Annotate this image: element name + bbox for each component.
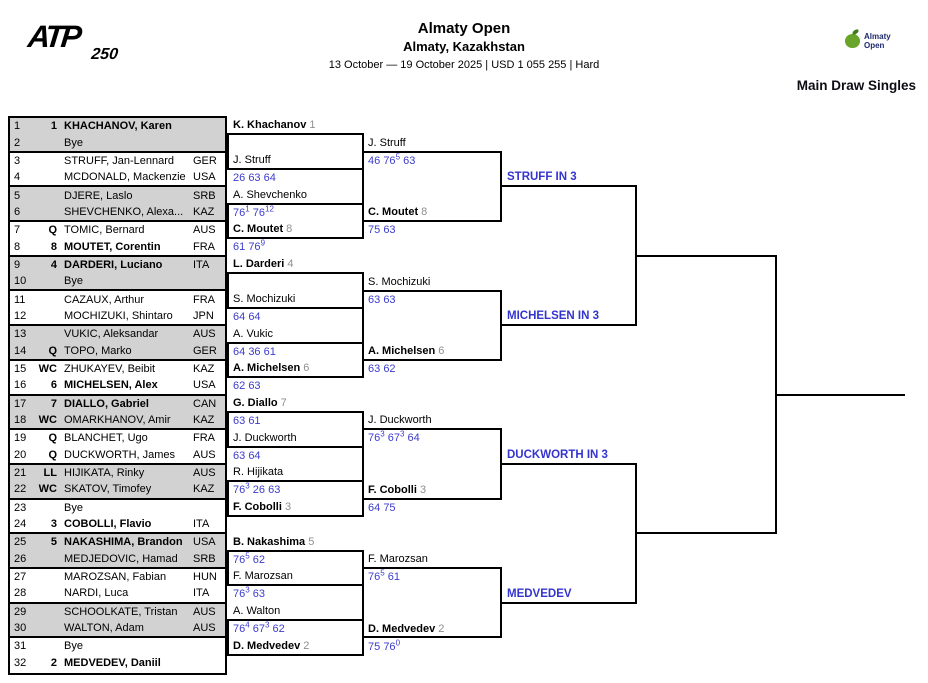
draw-row bbox=[10, 204, 225, 220]
row-position: 5 bbox=[14, 189, 21, 202]
draw-row bbox=[10, 377, 225, 393]
match-score: 61 $76^9$ bbox=[233, 238, 266, 254]
player-country: KAZ bbox=[193, 483, 215, 496]
match-score: $76^5$ 61 bbox=[368, 568, 401, 584]
match-score: 75 $76^0$ bbox=[368, 637, 401, 653]
match-score: $76^3$ 26 63 bbox=[233, 481, 281, 497]
winner-name: A. Walton bbox=[233, 605, 281, 618]
draw-row bbox=[10, 273, 225, 289]
qf-winner-line bbox=[500, 185, 637, 187]
round2-match-box bbox=[227, 619, 364, 656]
round2-entry bbox=[233, 258, 294, 272]
player-country: AUS bbox=[193, 605, 216, 618]
quarterfinal-match-box bbox=[362, 567, 502, 638]
player-name: ZHUKAYEV, Beibit bbox=[64, 362, 156, 375]
match-pair-box bbox=[10, 500, 225, 535]
player-country: AUS bbox=[193, 448, 216, 461]
player-country: FRA bbox=[193, 432, 215, 445]
row-position: 17 bbox=[14, 397, 27, 410]
draw-row bbox=[10, 361, 225, 377]
player-name: MOCHIZUKI, Shintaro bbox=[64, 309, 173, 322]
player-name: SHEVCHENKO, Alexa... bbox=[64, 205, 184, 218]
round2-match-box bbox=[227, 272, 364, 309]
winner-name: D. Medvedev bbox=[368, 622, 436, 635]
tournament-title: Almaty Open bbox=[417, 20, 511, 37]
draw-row bbox=[10, 655, 225, 671]
draw-row bbox=[10, 291, 225, 307]
row-position: 15 bbox=[14, 362, 27, 375]
draw-row bbox=[10, 604, 225, 620]
match-pair-box bbox=[10, 396, 225, 431]
seed-number: 6 bbox=[300, 362, 310, 375]
sf-winner-line-top bbox=[635, 255, 777, 257]
row-seed-or-entry: WC bbox=[38, 483, 57, 496]
draw-row bbox=[10, 534, 225, 550]
player-country: FRA bbox=[193, 293, 215, 306]
draw-row bbox=[10, 326, 225, 342]
match-pair-box bbox=[10, 465, 225, 500]
match-score: 75 63 bbox=[368, 224, 396, 237]
row-position: 6 bbox=[14, 205, 21, 218]
match-score: $76^1$ $76^{12}$ bbox=[233, 204, 274, 219]
player-name: DIALLO, Gabriel bbox=[64, 397, 149, 410]
match-score: 63 63 bbox=[368, 293, 396, 306]
winner-name: J. Duckworth bbox=[368, 414, 432, 427]
draw-row bbox=[10, 551, 225, 567]
player-country: AUS bbox=[193, 224, 216, 237]
draw-row bbox=[10, 118, 225, 134]
row-seed-or-entry: 5 bbox=[50, 536, 57, 549]
row-seed-or-entry: 3 bbox=[50, 518, 57, 531]
winner-name: L. Darderi bbox=[233, 258, 285, 271]
round2-entry bbox=[233, 119, 316, 133]
player-name: HIJIKATA, Rinky bbox=[64, 467, 145, 480]
round2-match-box bbox=[227, 411, 364, 448]
player-country: AUS bbox=[193, 622, 216, 635]
qf-winner-line bbox=[500, 602, 637, 604]
winner-name: F. Marozsan bbox=[368, 553, 428, 566]
draw-row bbox=[10, 500, 225, 516]
draw-row bbox=[10, 447, 225, 463]
row-position: 12 bbox=[14, 309, 27, 322]
almaty-open-logo bbox=[845, 32, 891, 50]
match-pair-box bbox=[10, 361, 225, 396]
seed-number: 4 bbox=[284, 258, 294, 271]
draw-row bbox=[10, 169, 225, 185]
player-name: VUKIC, Aleksandar bbox=[64, 328, 159, 341]
player-name: BLANCHET, Ugo bbox=[64, 432, 148, 445]
match-score: $76^5$ 62 bbox=[233, 551, 266, 566]
atp-logo-text: ATP bbox=[26, 19, 81, 54]
row-position: 16 bbox=[14, 379, 27, 392]
player-name: NARDI, Luca bbox=[64, 587, 129, 600]
player-country: FRA bbox=[193, 240, 215, 253]
player-country: GER bbox=[193, 344, 217, 357]
row-seed-or-entry: 2 bbox=[50, 656, 57, 669]
green-apple-icon bbox=[845, 34, 860, 48]
row-position: 21 bbox=[14, 467, 27, 480]
seed-number: 2 bbox=[300, 639, 310, 652]
quarterfinal-match-box bbox=[362, 151, 502, 222]
row-position: 19 bbox=[14, 432, 27, 445]
player-country: SRB bbox=[193, 189, 216, 202]
match-score: 46 $76^5$ 63 bbox=[368, 152, 416, 167]
match-pair-box bbox=[10, 326, 225, 361]
player-country: SRB bbox=[193, 552, 216, 565]
draw-row bbox=[10, 308, 225, 324]
player-name: OMARKHANOV, Amir bbox=[64, 414, 171, 427]
round2-match-box bbox=[227, 480, 364, 517]
tournament-location: Almaty, Kazakhstan bbox=[403, 39, 525, 54]
row-position: 30 bbox=[14, 622, 27, 635]
row-seed-or-entry: LL bbox=[43, 467, 57, 480]
player-country: AUS bbox=[193, 467, 216, 480]
winner-name: J. Duckworth bbox=[233, 431, 297, 444]
row-position: 31 bbox=[14, 640, 27, 653]
row-position: 26 bbox=[14, 552, 27, 565]
player-name: MOUTET, Corentin bbox=[64, 240, 161, 253]
player-name: DJERE, Laslo bbox=[64, 189, 133, 202]
draw-row bbox=[10, 134, 225, 150]
draw-row bbox=[10, 620, 225, 636]
player-country: ITA bbox=[193, 587, 210, 600]
player-name: COBOLLI, Flavio bbox=[64, 518, 152, 531]
match-score: 62 63 bbox=[233, 380, 261, 393]
row-position: 14 bbox=[14, 344, 27, 357]
row-seed-or-entry: 6 bbox=[50, 379, 57, 392]
atp-logo-tier: 250 bbox=[90, 46, 119, 63]
champion-line bbox=[775, 394, 905, 396]
winner-name: A. Shevchenko bbox=[233, 188, 307, 201]
row-position: 8 bbox=[14, 240, 21, 253]
player-name: MCDONALD, Mackenzie bbox=[64, 171, 186, 184]
winner-name: D. Medvedev bbox=[233, 639, 301, 652]
player-country: ITA bbox=[193, 518, 210, 531]
row-seed-or-entry: 4 bbox=[50, 258, 57, 271]
qf-winner-line bbox=[500, 324, 637, 326]
match-pair-box bbox=[10, 222, 225, 257]
round3-entry bbox=[368, 276, 430, 290]
player-country: USA bbox=[193, 379, 216, 392]
winner-name: S. Mochizuki bbox=[233, 292, 296, 305]
row-seed-or-entry: WC bbox=[38, 414, 57, 427]
round2-entry bbox=[233, 189, 307, 203]
logo-line2: Open bbox=[864, 41, 885, 50]
player-country: GER bbox=[193, 154, 217, 167]
row-position: 1 bbox=[14, 120, 21, 133]
round2-entry bbox=[233, 397, 287, 411]
seed-number: 3 bbox=[281, 501, 292, 514]
winner-name: J. Struff bbox=[368, 136, 406, 149]
round2-entry bbox=[233, 605, 280, 619]
round2-match-box bbox=[227, 133, 364, 170]
seed-number: 5 bbox=[305, 535, 315, 548]
row-position: 9 bbox=[14, 258, 21, 271]
draw-row bbox=[10, 153, 225, 169]
draw-row bbox=[10, 257, 225, 273]
almaty-open-logo-text bbox=[864, 32, 891, 50]
round3-entry bbox=[368, 137, 406, 151]
row-position: 27 bbox=[14, 571, 27, 584]
round3-entry bbox=[368, 553, 428, 567]
winner-name: C. Moutet bbox=[368, 206, 419, 219]
draw-row bbox=[10, 481, 225, 497]
match-pair-box bbox=[10, 153, 225, 188]
row-position: 23 bbox=[14, 501, 27, 514]
match-pair-box bbox=[10, 534, 225, 569]
player-name: STRUFF, Jan-Lennard bbox=[64, 154, 175, 167]
row-position: 3 bbox=[14, 154, 21, 167]
match-score: $76^3$ 63 bbox=[233, 585, 266, 601]
seed-number: 8 bbox=[283, 223, 293, 236]
player-country: ITA bbox=[193, 258, 210, 271]
player-name: MEDVEDEV, Daniil bbox=[64, 656, 161, 669]
match-score: 63 61 bbox=[233, 414, 261, 427]
draw-row bbox=[10, 585, 225, 601]
draw-row bbox=[10, 638, 225, 654]
draw-row bbox=[10, 187, 225, 203]
draw-row bbox=[10, 396, 225, 412]
match-score: 64 75 bbox=[368, 501, 396, 514]
row-seed-or-entry: 7 bbox=[50, 397, 57, 410]
match-pair-box bbox=[10, 118, 225, 153]
player-name: WALTON, Adam bbox=[64, 622, 144, 635]
player-name: KHACHANOV, Karen bbox=[64, 120, 172, 133]
match-score: 64 36 61 bbox=[233, 345, 276, 358]
player-country: USA bbox=[193, 171, 216, 184]
tournament-meta: 13 October — 19 October 2025 | USD 1 055 255 | Hard bbox=[328, 59, 600, 71]
player-name: TOPO, Marko bbox=[64, 344, 132, 357]
row-seed-or-entry: Q bbox=[48, 224, 57, 237]
draw-row bbox=[10, 569, 225, 585]
match-pair-box bbox=[10, 604, 225, 639]
row-position: 2 bbox=[14, 136, 21, 149]
row-seed-or-entry: Q bbox=[48, 448, 57, 461]
row-position: 32 bbox=[14, 656, 27, 669]
sf-winner-line-bottom bbox=[635, 532, 777, 534]
player-country: AUS bbox=[193, 328, 216, 341]
draw-row bbox=[10, 222, 225, 238]
row-seed-or-entry: 1 bbox=[50, 120, 57, 133]
row-seed-or-entry: 8 bbox=[50, 240, 57, 253]
match-score: 63 64 bbox=[233, 449, 261, 462]
qf-winner-line bbox=[500, 463, 637, 465]
match-score: $76^4$ $67^3$ 62 bbox=[233, 620, 285, 636]
draw-row bbox=[10, 465, 225, 481]
match-score: $76^3$ $67^3$ 64 bbox=[368, 429, 420, 445]
winner-name: B. Nakashima bbox=[233, 535, 306, 548]
draw-row bbox=[10, 238, 225, 254]
player-country: USA bbox=[193, 536, 216, 549]
draw-row bbox=[10, 516, 225, 532]
match-pair-box bbox=[10, 291, 225, 326]
winner-name: A. Michelsen bbox=[368, 344, 436, 357]
player-name: MAROZSAN, Fabian bbox=[64, 571, 167, 584]
winner-name: C. Moutet bbox=[233, 223, 284, 236]
player-country: KAZ bbox=[193, 414, 215, 427]
match-score: 26 63 64 bbox=[233, 172, 276, 185]
winner-name: A. Vukic bbox=[233, 327, 273, 340]
round2-match-box bbox=[227, 342, 364, 379]
quarterfinal-match-box bbox=[362, 428, 502, 499]
round2-entry bbox=[233, 466, 283, 480]
draw-row bbox=[10, 412, 225, 428]
first-round-table bbox=[8, 116, 227, 675]
match-pair-box bbox=[10, 569, 225, 604]
row-position: 18 bbox=[14, 414, 27, 427]
player-name: TOMIC, Bernard bbox=[64, 224, 145, 237]
draw-type-label: Main Draw Singles bbox=[796, 78, 916, 93]
player-name: Bye bbox=[64, 640, 83, 653]
row-position: 13 bbox=[14, 328, 27, 341]
match-pair-box bbox=[10, 187, 225, 222]
row-position: 20 bbox=[14, 448, 27, 461]
seed-number: 1 bbox=[306, 119, 316, 132]
player-name: DARDERI, Luciano bbox=[64, 258, 163, 271]
player-country: CAN bbox=[193, 397, 217, 410]
row-seed-or-entry: Q bbox=[48, 344, 57, 357]
draw-row bbox=[10, 430, 225, 446]
qf-winner-label: MEDVEDEV bbox=[507, 587, 572, 600]
player-name: SCHOOLKATE, Tristan bbox=[64, 605, 178, 618]
seed-number: 8 bbox=[418, 206, 428, 219]
winner-name: J. Struff bbox=[233, 154, 271, 167]
player-country: KAZ bbox=[193, 362, 215, 375]
row-position: 28 bbox=[14, 587, 27, 600]
row-position: 7 bbox=[14, 224, 21, 237]
player-name: NAKASHIMA, Brandon bbox=[64, 536, 183, 549]
seed-number: 6 bbox=[435, 344, 445, 357]
player-name: Bye bbox=[64, 501, 83, 514]
round2-entry bbox=[233, 536, 314, 550]
row-position: 10 bbox=[14, 275, 27, 288]
player-name: MEDJEDOVIC, Hamad bbox=[64, 552, 178, 565]
row-position: 4 bbox=[14, 171, 21, 184]
player-country: HUN bbox=[193, 571, 217, 584]
winner-name: K. Khachanov bbox=[233, 119, 307, 132]
winner-name: S. Mochizuki bbox=[368, 275, 431, 288]
round2-match-box bbox=[227, 203, 364, 240]
player-name: DUCKWORTH, James bbox=[64, 448, 176, 461]
seed-number: 3 bbox=[416, 483, 427, 496]
round3-entry bbox=[368, 414, 432, 428]
logo-line1: Almaty bbox=[864, 32, 891, 41]
qf-winner-label: STRUFF IN 3 bbox=[507, 171, 577, 184]
player-name: MICHELSEN, Alex bbox=[64, 379, 158, 392]
match-score: 63 62 bbox=[368, 362, 396, 375]
round2-match-box bbox=[227, 550, 364, 587]
seed-number: 7 bbox=[277, 396, 287, 409]
row-position: 11 bbox=[14, 293, 26, 306]
player-name: Bye bbox=[64, 136, 83, 149]
match-pair-box bbox=[10, 638, 225, 673]
row-position: 22 bbox=[14, 483, 27, 496]
quarterfinal-match-box bbox=[362, 290, 502, 361]
winner-name: F. Cobolli bbox=[368, 483, 417, 496]
winner-name: R. Hijikata bbox=[233, 466, 284, 479]
winner-name: G. Diallo bbox=[233, 396, 278, 409]
draw-row bbox=[10, 342, 225, 358]
row-seed-or-entry: Q bbox=[48, 432, 57, 445]
row-position: 24 bbox=[14, 518, 27, 531]
player-name: CAZAUX, Arthur bbox=[64, 293, 145, 306]
player-country: JPN bbox=[193, 309, 214, 322]
player-name: Bye bbox=[64, 275, 83, 288]
tournament-header bbox=[0, 20, 928, 73]
match-pair-box bbox=[10, 430, 225, 465]
round2-entry bbox=[233, 328, 273, 342]
player-name: SKATOV, Timofey bbox=[64, 483, 152, 496]
row-position: 25 bbox=[14, 536, 27, 549]
match-score: 64 64 bbox=[233, 310, 261, 323]
match-pair-box bbox=[10, 257, 225, 292]
seed-number: 2 bbox=[435, 622, 445, 635]
row-position: 29 bbox=[14, 605, 27, 618]
winner-name: A. Michelsen bbox=[233, 362, 301, 375]
player-country: KAZ bbox=[193, 205, 215, 218]
qf-winner-label: MICHELSEN IN 3 bbox=[507, 310, 600, 323]
winner-name: F. Marozsan bbox=[233, 570, 293, 583]
qf-winner-label: DUCKWORTH IN 3 bbox=[507, 449, 608, 461]
row-seed-or-entry: WC bbox=[38, 362, 57, 375]
winner-name: F. Cobolli bbox=[233, 501, 282, 514]
